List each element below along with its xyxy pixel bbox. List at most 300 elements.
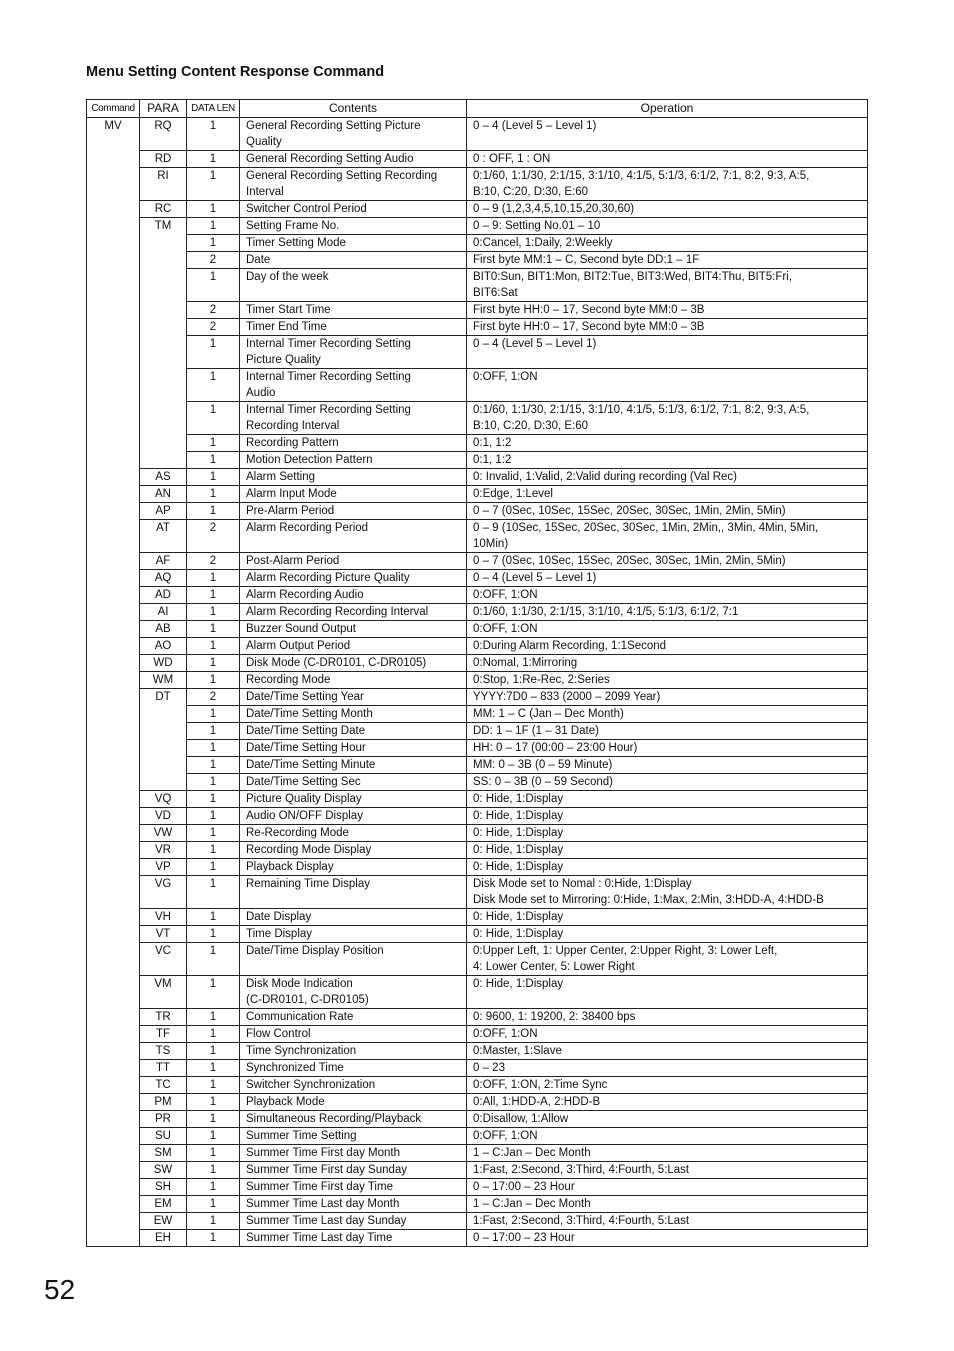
data-len-cell: 1 <box>187 269 240 302</box>
cell-line: Post-Alarm Period <box>246 555 340 567</box>
data-len-cell: 1 <box>187 452 240 469</box>
operation-cell <box>467 151 868 168</box>
para-cell: PR <box>140 1111 187 1128</box>
cell-line: Pre-Alarm Period <box>246 505 335 517</box>
cell-line: Interval <box>246 186 284 198</box>
table-row <box>87 587 868 604</box>
contents-cell <box>240 570 467 587</box>
operation-cell <box>467 926 868 943</box>
operation-cell <box>467 723 868 740</box>
table-body <box>87 118 868 1247</box>
data-len-cell: 1 <box>187 825 240 842</box>
data-len-cell: 1 <box>187 118 240 151</box>
table-row <box>87 1213 868 1230</box>
cell-line: General Recording Setting Audio <box>246 153 414 165</box>
para-cell: SH <box>140 1179 187 1196</box>
contents-cell <box>240 926 467 943</box>
contents-cell <box>240 723 467 740</box>
para-cell: VH <box>140 909 187 926</box>
table-row <box>87 604 868 621</box>
cell-line: Synchronized Time <box>246 1062 344 1074</box>
data-len-cell: 1 <box>187 1128 240 1145</box>
data-len-cell: 2 <box>187 520 240 553</box>
cell-line: Date <box>246 254 271 266</box>
operation-cell <box>467 1196 868 1213</box>
data-len-cell: 1 <box>187 1179 240 1196</box>
cell-line: General Recording Setting Picture <box>246 120 421 132</box>
table-row <box>87 808 868 825</box>
header-data-len: DATA LEN <box>187 100 240 118</box>
para-cell: AQ <box>140 570 187 587</box>
data-len-cell: 1 <box>187 740 240 757</box>
data-len-cell: 1 <box>187 655 240 672</box>
contents-cell <box>240 1026 467 1043</box>
table-row <box>87 689 868 706</box>
cell-line: B:10, C:20, D:30, E:60 <box>473 186 589 198</box>
para-cell: AF <box>140 553 187 570</box>
operation-cell <box>467 638 868 655</box>
cell-line: Alarm Input Mode <box>246 488 337 500</box>
para-cell: TS <box>140 1043 187 1060</box>
table-row <box>87 151 868 168</box>
para-cell: DT <box>140 689 187 791</box>
para-cell: VR <box>140 842 187 859</box>
operation-cell <box>467 740 868 757</box>
table-row <box>87 774 868 791</box>
table-row <box>87 118 868 151</box>
contents-cell <box>240 1060 467 1077</box>
operation-cell <box>467 791 868 808</box>
cell-line: General Recording Setting Recording <box>246 170 438 182</box>
cell-line: 0:1/60, 1:1/30, 2:1/15, 3:1/10, 4:1/5, 5:1/3, 6:1/2, 7:1 <box>473 606 739 618</box>
operation-cell <box>467 553 868 570</box>
table-row <box>87 621 868 638</box>
contents-cell <box>240 1077 467 1094</box>
cell-line: 0: Hide, 1:Display <box>473 928 564 940</box>
data-len-cell: 1 <box>187 402 240 435</box>
para-cell: VQ <box>140 791 187 808</box>
header-command: Command <box>87 100 140 118</box>
contents-cell <box>240 1128 467 1145</box>
cell-line: Timer Start Time <box>246 304 331 316</box>
cell-line: Recording Mode <box>246 674 331 686</box>
cell-line: 0:Nomal, 1:Mirroring <box>473 657 578 669</box>
para-cell: SW <box>140 1162 187 1179</box>
table-row <box>87 469 868 486</box>
operation-cell <box>467 435 868 452</box>
operation-cell <box>467 469 868 486</box>
data-len-cell: 1 <box>187 638 240 655</box>
contents-cell <box>240 740 467 757</box>
table-row <box>87 876 868 909</box>
cell-line: Date Display <box>246 911 312 923</box>
data-len-cell: 1 <box>187 435 240 452</box>
cell-line: Remaining Time Display <box>246 878 370 890</box>
para-cell: SM <box>140 1145 187 1162</box>
para-cell: AD <box>140 587 187 604</box>
para-cell: TC <box>140 1077 187 1094</box>
data-len-cell: 2 <box>187 252 240 269</box>
operation-cell <box>467 336 868 369</box>
data-len-cell: 2 <box>187 689 240 706</box>
operation-cell <box>467 369 868 402</box>
table-row <box>87 825 868 842</box>
table-row <box>87 638 868 655</box>
table-row <box>87 486 868 503</box>
cell-line: BIT6:Sat <box>473 287 518 299</box>
section-title: Menu Setting Content Response Command <box>86 64 385 80</box>
cell-line: Switcher Control Period <box>246 203 367 215</box>
cell-line: 0 – 17:00 – 23 Hour <box>473 1232 575 1244</box>
data-len-cell: 1 <box>187 976 240 1009</box>
table-row <box>87 791 868 808</box>
operation-cell <box>467 302 868 319</box>
cell-line: YYYY:7D0 – 833 (2000 – 2099 Year) <box>473 691 661 703</box>
para-cell: VT <box>140 926 187 943</box>
contents-cell <box>240 520 467 553</box>
contents-cell <box>240 452 467 469</box>
para-cell: RI <box>140 168 187 201</box>
contents-cell <box>240 621 467 638</box>
para-cell: WD <box>140 655 187 672</box>
data-len-cell: 1 <box>187 218 240 235</box>
data-len-cell: 1 <box>187 1043 240 1060</box>
cell-line: 1 – C:Jan – Dec Month <box>473 1147 591 1159</box>
data-len-cell: 1 <box>187 1196 240 1213</box>
data-len-cell: 1 <box>187 486 240 503</box>
para-cell: VP <box>140 859 187 876</box>
contents-cell <box>240 689 467 706</box>
contents-cell <box>240 1196 467 1213</box>
cell-line: Picture Quality Display <box>246 793 362 805</box>
contents-cell <box>240 235 467 252</box>
operation-cell <box>467 486 868 503</box>
operation-cell <box>467 1026 868 1043</box>
cell-line: Disk Mode (C-DR0101, C-DR0105) <box>246 657 427 669</box>
table-row <box>87 269 868 302</box>
cell-line: Communication Rate <box>246 1011 354 1023</box>
contents-cell <box>240 269 467 302</box>
cell-line: Simultaneous Recording/Playback <box>246 1113 422 1125</box>
table-row <box>87 842 868 859</box>
data-len-cell: 1 <box>187 909 240 926</box>
cell-line: 1:Fast, 2:Second, 3:Third, 4:Fourth, 5:Last <box>473 1215 690 1227</box>
table-row <box>87 859 868 876</box>
contents-cell <box>240 369 467 402</box>
para-cell: VG <box>140 876 187 909</box>
para-cell: VD <box>140 808 187 825</box>
cell-line: 4: Lower Center, 5: Lower Right <box>473 961 635 973</box>
operation-cell <box>467 1094 868 1111</box>
para-cell: VC <box>140 943 187 976</box>
cell-line: 0: 9600, 1: 19200, 2: 38400 bps <box>473 1011 636 1023</box>
cell-line: Recording Interval <box>246 420 340 432</box>
contents-cell <box>240 655 467 672</box>
data-len-cell: 2 <box>187 553 240 570</box>
cell-line: 0:1, 1:2 <box>473 454 512 466</box>
cell-line: MM: 1 – C (Jan – Dec Month) <box>473 708 624 720</box>
table-row <box>87 252 868 269</box>
cell-line: Disk Mode set to Mirroring: 0:Hide, 1:Max, 2:Min, 3:HDD-A, 4:HDD-B <box>473 894 824 906</box>
cell-line: 0 – 9 (1,2,3,4,5,10,15,20,30,60) <box>473 203 635 215</box>
cell-line: Recording Pattern <box>246 437 339 449</box>
para-cell: VW <box>140 825 187 842</box>
data-len-cell: 1 <box>187 621 240 638</box>
cell-line: Recording Mode Display <box>246 844 372 856</box>
cell-line: Internal Timer Recording Setting <box>246 371 411 383</box>
operation-cell <box>467 1162 868 1179</box>
data-len-cell: 1 <box>187 1094 240 1111</box>
operation-cell <box>467 909 868 926</box>
command-cell: MV <box>87 118 140 1247</box>
table-row <box>87 1162 868 1179</box>
cell-line: 0 – 23 <box>473 1062 505 1074</box>
cell-line: 0:Master, 1:Slave <box>473 1045 562 1057</box>
operation-cell <box>467 825 868 842</box>
data-len-cell: 1 <box>187 604 240 621</box>
operation-cell <box>467 1060 868 1077</box>
contents-cell <box>240 1043 467 1060</box>
cell-line: Date/Time Setting Sec <box>246 776 361 788</box>
header-operation: Operation <box>467 100 868 118</box>
cell-line: 0: Hide, 1:Display <box>473 911 564 923</box>
operation-cell <box>467 201 868 218</box>
cell-line: Disk Mode Indication <box>246 978 353 990</box>
table-row <box>87 1179 868 1196</box>
para-cell: VM <box>140 976 187 1009</box>
cell-line: 0:OFF, 1:ON <box>473 1028 538 1040</box>
cell-line: Buzzer Sound Output <box>246 623 356 635</box>
contents-cell <box>240 757 467 774</box>
contents-cell <box>240 435 467 452</box>
cell-line: 0:1/60, 1:1/30, 2:1/15, 3:1/10, 4:1/5, 5:1/3, 6:1/2, 7:1, 8:2, 9:3, A:5, <box>473 404 810 416</box>
data-len-cell: 1 <box>187 503 240 520</box>
cell-line: First byte HH:0 – 17, Second byte MM:0 – 3B <box>473 304 705 316</box>
data-len-cell: 1 <box>187 672 240 689</box>
data-len-cell: 1 <box>187 757 240 774</box>
header-para: PARA <box>140 100 187 118</box>
operation-cell <box>467 774 868 791</box>
cell-line: First byte HH:0 – 17, Second byte MM:0 – 3B <box>473 321 705 333</box>
operation-cell <box>467 672 868 689</box>
contents-cell <box>240 876 467 909</box>
cell-line: Summer Time Last day Sunday <box>246 1215 407 1227</box>
cell-line: 0: Invalid, 1:Valid, 2:Valid during recording (Val Rec) <box>473 471 737 483</box>
contents-cell <box>240 672 467 689</box>
table-row <box>87 943 868 976</box>
table-row <box>87 976 868 1009</box>
para-cell: AP <box>140 503 187 520</box>
para-cell: WM <box>140 672 187 689</box>
cell-line: Internal Timer Recording Setting <box>246 338 411 350</box>
cell-line: BIT0:Sun, BIT1:Mon, BIT2:Tue, BIT3:Wed, BIT4:Thu, BIT5:Fri, <box>473 271 792 283</box>
contents-cell <box>240 553 467 570</box>
cell-line: Playback Mode <box>246 1096 325 1108</box>
cell-line: Date/Time Setting Minute <box>246 759 376 771</box>
table-row <box>87 757 868 774</box>
table-header-row <box>87 100 868 118</box>
table-row <box>87 452 868 469</box>
operation-cell <box>467 1145 868 1162</box>
table-row <box>87 369 868 402</box>
data-len-cell: 1 <box>187 723 240 740</box>
data-len-cell: 1 <box>187 1145 240 1162</box>
contents-cell <box>240 168 467 201</box>
operation-cell <box>467 689 868 706</box>
operation-cell <box>467 1179 868 1196</box>
operation-cell <box>467 1213 868 1230</box>
cell-line: 0 – 17:00 – 23 Hour <box>473 1181 575 1193</box>
data-len-cell: 1 <box>187 1060 240 1077</box>
para-cell: AN <box>140 486 187 503</box>
cell-line: 0:Disallow, 1:Allow <box>473 1113 569 1125</box>
cell-line: Flow Control <box>246 1028 311 1040</box>
cell-line: Internal Timer Recording Setting <box>246 404 411 416</box>
cell-line: Timer End Time <box>246 321 327 333</box>
contents-cell <box>240 1213 467 1230</box>
operation-cell <box>467 1128 868 1145</box>
cell-line: 0: Hide, 1:Display <box>473 861 564 873</box>
cell-line: 0: Hide, 1:Display <box>473 793 564 805</box>
para-cell: AT <box>140 520 187 553</box>
data-len-cell: 1 <box>187 926 240 943</box>
data-len-cell: 1 <box>187 1230 240 1247</box>
contents-cell <box>240 1009 467 1026</box>
contents-cell <box>240 336 467 369</box>
operation-cell <box>467 218 868 235</box>
cell-line: 0 – 4 (Level 5 – Level 1) <box>473 120 597 132</box>
cell-line: 0 – 4 (Level 5 – Level 1) <box>473 572 597 584</box>
contents-cell <box>240 1230 467 1247</box>
contents-cell <box>240 638 467 655</box>
cell-line: Date/Time Setting Hour <box>246 742 366 754</box>
operation-cell <box>467 655 868 672</box>
data-len-cell: 1 <box>187 1213 240 1230</box>
cell-line: 0: Hide, 1:Display <box>473 810 564 822</box>
cell-line: 0 – 7 (0Sec, 10Sec, 15Sec, 20Sec, 30Sec, 1Min, 2Min, 5Min) <box>473 555 786 567</box>
table-row <box>87 235 868 252</box>
data-len-cell: 1 <box>187 570 240 587</box>
cell-line: Summer Time First day Sunday <box>246 1164 408 1176</box>
table-row <box>87 168 868 201</box>
table-row <box>87 1111 868 1128</box>
cell-line: 0:OFF, 1:ON, 2:Time Sync <box>473 1079 608 1091</box>
para-cell: EW <box>140 1213 187 1230</box>
contents-cell <box>240 486 467 503</box>
contents-cell <box>240 604 467 621</box>
operation-cell <box>467 168 868 201</box>
table-row <box>87 1043 868 1060</box>
cell-line: 0:1/60, 1:1/30, 2:1/15, 3:1/10, 4:1/5, 5:1/3, 6:1/2, 7:1, 8:2, 9:3, A:5, <box>473 170 810 182</box>
table-row <box>87 1196 868 1213</box>
data-len-cell: 1 <box>187 151 240 168</box>
operation-cell <box>467 118 868 151</box>
cell-line: Alarm Recording Picture Quality <box>246 572 410 584</box>
para-cell: AS <box>140 469 187 486</box>
cell-line: Date/Time Setting Date <box>246 725 366 737</box>
cell-line: 1 – C:Jan – Dec Month <box>473 1198 591 1210</box>
header-contents: Contents <box>240 100 467 118</box>
cell-line: Picture Quality <box>246 354 321 366</box>
contents-cell <box>240 825 467 842</box>
para-cell: TF <box>140 1026 187 1043</box>
para-cell: EH <box>140 1230 187 1247</box>
data-len-cell: 1 <box>187 1162 240 1179</box>
cell-line: Disk Mode set to Nomal : 0:Hide, 1:Display <box>473 878 692 890</box>
cell-line: 0 – 4 (Level 5 – Level 1) <box>473 338 597 350</box>
table-row <box>87 1026 868 1043</box>
table-row <box>87 909 868 926</box>
data-len-cell: 1 <box>187 1077 240 1094</box>
cell-line: (C-DR0101, C-DR0105) <box>246 994 369 1006</box>
cell-line: Summer Time Last day Time <box>246 1232 393 1244</box>
cell-line: HH: 0 – 17 (00:00 – 23:00 Hour) <box>473 742 638 754</box>
cell-line: Alarm Recording Audio <box>246 589 364 601</box>
para-cell: AB <box>140 621 187 638</box>
operation-cell <box>467 876 868 909</box>
data-len-cell: 1 <box>187 1009 240 1026</box>
cell-line: 10Min) <box>473 538 509 550</box>
cell-line: 0:OFF, 1:ON <box>473 371 538 383</box>
table-row <box>87 435 868 452</box>
table-row <box>87 740 868 757</box>
cell-line: Setting Frame No. <box>246 220 340 232</box>
cell-line: 0: Hide, 1:Display <box>473 844 564 856</box>
contents-cell <box>240 842 467 859</box>
cell-line: 0 : OFF, 1 : ON <box>473 153 551 165</box>
cell-line: 0 – 9 (10Sec, 15Sec, 20Sec, 30Sec, 1Min, 2Min,, 3Min, 4Min, 5Min, <box>473 522 819 534</box>
table-row <box>87 520 868 553</box>
operation-cell <box>467 235 868 252</box>
contents-cell <box>240 201 467 218</box>
cell-line: Alarm Setting <box>246 471 316 483</box>
cell-line: 0:Cancel, 1:Daily, 2:Weekly <box>473 237 613 249</box>
cell-line: Time Display <box>246 928 313 940</box>
table-row <box>87 1145 868 1162</box>
data-len-cell: 1 <box>187 336 240 369</box>
cell-line: Playback Display <box>246 861 334 873</box>
table-row <box>87 672 868 689</box>
table-row <box>87 1230 868 1247</box>
data-len-cell: 1 <box>187 235 240 252</box>
table-row <box>87 319 868 336</box>
data-len-cell: 1 <box>187 369 240 402</box>
cell-line: Alarm Recording Recording Interval <box>246 606 429 618</box>
cell-line: 0:1, 1:2 <box>473 437 512 449</box>
para-cell: TR <box>140 1009 187 1026</box>
data-len-cell: 2 <box>187 302 240 319</box>
table-row <box>87 336 868 369</box>
cell-line: Summer Time First day Month <box>246 1147 401 1159</box>
cell-line: Audio ON/OFF Display <box>246 810 363 822</box>
operation-cell <box>467 1230 868 1247</box>
data-len-cell: 1 <box>187 587 240 604</box>
cell-line: Alarm Output Period <box>246 640 351 652</box>
cell-line: Timer Setting Mode <box>246 237 346 249</box>
command-table <box>86 99 868 1247</box>
operation-cell <box>467 452 868 469</box>
cell-line: 0:Stop, 1:Re-Rec, 2:Series <box>473 674 610 686</box>
cell-line: 1:Fast, 2:Second, 3:Third, 4:Fourth, 5:Last <box>473 1164 690 1176</box>
table-row <box>87 302 868 319</box>
operation-cell <box>467 319 868 336</box>
cell-line: Date/Time Setting Year <box>246 691 364 703</box>
operation-cell <box>467 621 868 638</box>
cell-line: Audio <box>246 387 276 399</box>
contents-cell <box>240 808 467 825</box>
operation-cell <box>467 604 868 621</box>
data-len-cell: 1 <box>187 1026 240 1043</box>
